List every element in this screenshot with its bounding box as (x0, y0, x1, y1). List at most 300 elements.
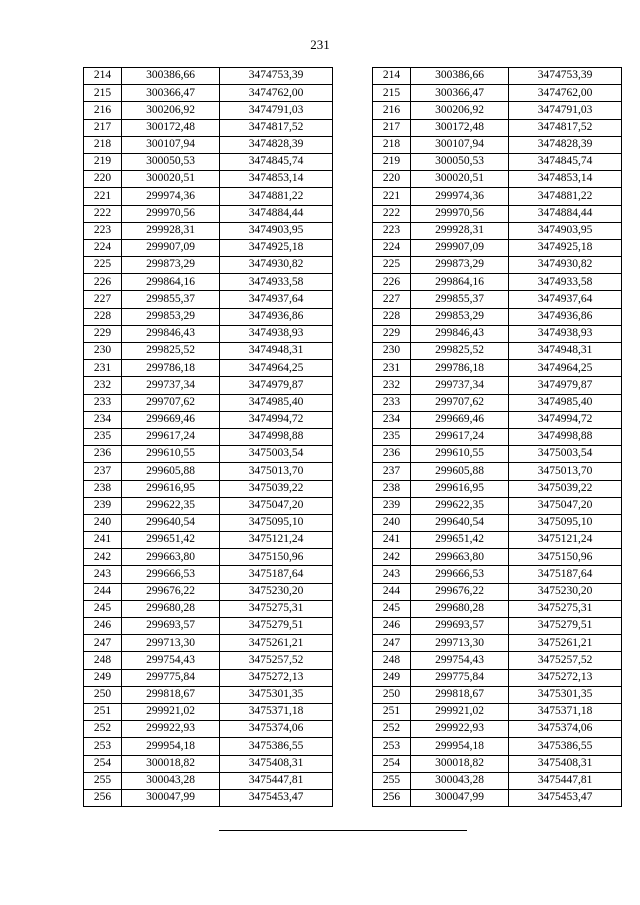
point-number-cell: 220 (373, 171, 411, 188)
point-number-cell: 225 (84, 257, 122, 274)
table-row (84, 360, 333, 377)
point-number-cell: 241 (373, 532, 411, 549)
table-row (84, 755, 333, 772)
x-coordinate-cell: 299737,34 (122, 377, 220, 394)
point-number-cell: 234 (84, 411, 122, 428)
x-coordinate-cell: 299622,35 (122, 497, 220, 514)
x-coordinate-cell: 299605,88 (411, 463, 509, 480)
x-coordinate-cell: 299825,52 (122, 343, 220, 360)
x-coordinate-cell: 299663,80 (411, 549, 509, 566)
y-coordinate-cell: 3474936,86 (509, 308, 622, 325)
y-coordinate-cell: 3474753,39 (220, 68, 333, 85)
point-number-cell: 215 (373, 85, 411, 102)
x-coordinate-cell: 299610,55 (122, 446, 220, 463)
table-row (84, 618, 333, 635)
x-coordinate-cell: 299922,93 (122, 721, 220, 738)
y-coordinate-cell: 3475275,31 (220, 600, 333, 617)
table-row (84, 738, 333, 755)
point-number-cell: 247 (373, 635, 411, 652)
table-row (373, 549, 622, 566)
y-coordinate-cell: 3474964,25 (509, 360, 622, 377)
x-coordinate-cell: 299970,56 (122, 205, 220, 222)
x-coordinate-cell: 300047,99 (122, 789, 220, 806)
table-row (373, 686, 622, 703)
coordinates-table-right (372, 67, 622, 807)
x-coordinate-cell: 299617,24 (411, 428, 509, 445)
table-row (84, 480, 333, 497)
x-coordinate-cell: 299846,43 (411, 325, 509, 342)
y-coordinate-cell: 3475039,22 (220, 480, 333, 497)
x-coordinate-cell: 299864,16 (411, 274, 509, 291)
point-number-cell: 256 (373, 789, 411, 806)
point-number-cell: 241 (84, 532, 122, 549)
y-coordinate-cell: 3475095,10 (509, 514, 622, 531)
table-row (373, 222, 622, 239)
x-coordinate-cell: 300043,28 (122, 772, 220, 789)
y-coordinate-cell: 3474948,31 (220, 343, 333, 360)
point-number-cell: 233 (373, 394, 411, 411)
x-coordinate-cell: 299676,22 (122, 583, 220, 600)
table-row (373, 755, 622, 772)
point-number-cell: 215 (84, 85, 122, 102)
y-coordinate-cell: 3475447,81 (220, 772, 333, 789)
point-number-cell: 238 (373, 480, 411, 497)
table-row (373, 85, 622, 102)
table-row (373, 480, 622, 497)
point-number-cell: 254 (84, 755, 122, 772)
table-row (373, 239, 622, 256)
y-coordinate-cell: 3474828,39 (509, 136, 622, 153)
table-row (84, 652, 333, 669)
y-coordinate-cell: 3474998,88 (509, 428, 622, 445)
y-coordinate-cell: 3474817,52 (509, 119, 622, 136)
x-coordinate-cell: 299693,57 (411, 618, 509, 635)
table-row (373, 497, 622, 514)
point-number-cell: 245 (84, 600, 122, 617)
x-coordinate-cell: 299907,09 (411, 239, 509, 256)
x-coordinate-cell: 299610,55 (411, 446, 509, 463)
table-row (84, 394, 333, 411)
table-row (84, 428, 333, 445)
x-coordinate-cell: 299651,42 (411, 532, 509, 549)
point-number-cell: 225 (373, 257, 411, 274)
table-row (84, 239, 333, 256)
y-coordinate-cell: 3475301,35 (220, 686, 333, 703)
table-row (373, 772, 622, 789)
table-row (373, 257, 622, 274)
y-coordinate-cell: 3474853,14 (220, 171, 333, 188)
y-coordinate-cell: 3475187,64 (509, 566, 622, 583)
x-coordinate-cell: 299737,34 (411, 377, 509, 394)
y-coordinate-cell: 3474903,95 (220, 222, 333, 239)
y-coordinate-cell: 3474938,93 (220, 325, 333, 342)
table-row (84, 343, 333, 360)
y-coordinate-cell: 3475013,70 (509, 463, 622, 480)
y-coordinate-cell: 3474791,03 (509, 102, 622, 119)
x-coordinate-cell: 299954,18 (411, 738, 509, 755)
x-coordinate-cell: 299864,16 (122, 274, 220, 291)
point-number-cell: 216 (373, 102, 411, 119)
point-number-cell: 224 (84, 239, 122, 256)
point-number-cell: 251 (373, 703, 411, 720)
coordinates-table-left-body (84, 68, 333, 807)
y-coordinate-cell: 3475047,20 (220, 497, 333, 514)
table-row (373, 566, 622, 583)
y-coordinate-cell: 3475374,06 (220, 721, 333, 738)
y-coordinate-cell: 3475371,18 (220, 703, 333, 720)
x-coordinate-cell: 299818,67 (122, 686, 220, 703)
y-coordinate-cell: 3474925,18 (509, 239, 622, 256)
table-row (84, 566, 333, 583)
table-row (84, 102, 333, 119)
y-coordinate-cell: 3474930,82 (220, 257, 333, 274)
table-row (84, 583, 333, 600)
y-coordinate-cell: 3475039,22 (509, 480, 622, 497)
x-coordinate-cell: 299680,28 (122, 600, 220, 617)
y-coordinate-cell: 3474791,03 (220, 102, 333, 119)
table-row (373, 514, 622, 531)
x-coordinate-cell: 300366,47 (122, 85, 220, 102)
x-coordinate-cell: 300107,94 (122, 136, 220, 153)
table-row (373, 703, 622, 720)
table-row (373, 325, 622, 342)
point-number-cell: 238 (84, 480, 122, 497)
table-row (373, 274, 622, 291)
point-number-cell: 227 (373, 291, 411, 308)
table-row (373, 136, 622, 153)
table-row (84, 463, 333, 480)
table-row (373, 205, 622, 222)
x-coordinate-cell: 299640,54 (411, 514, 509, 531)
x-coordinate-cell: 300172,48 (411, 119, 509, 136)
table-row (373, 343, 622, 360)
x-coordinate-cell: 299663,80 (122, 549, 220, 566)
x-coordinate-cell: 299754,43 (411, 652, 509, 669)
y-coordinate-cell: 3475386,55 (509, 738, 622, 755)
point-number-cell: 254 (373, 755, 411, 772)
x-coordinate-cell: 299873,29 (122, 257, 220, 274)
y-coordinate-cell: 3475301,35 (509, 686, 622, 703)
x-coordinate-cell: 299846,43 (122, 325, 220, 342)
table-row (84, 291, 333, 308)
x-coordinate-cell: 299651,42 (122, 532, 220, 549)
table-row (84, 68, 333, 85)
y-coordinate-cell: 3474938,93 (509, 325, 622, 342)
table-row (373, 360, 622, 377)
point-number-cell: 240 (84, 514, 122, 531)
x-coordinate-cell: 299855,37 (411, 291, 509, 308)
table-row (373, 119, 622, 136)
table-row (373, 652, 622, 669)
point-number-cell: 214 (84, 68, 122, 85)
x-coordinate-cell: 299786,18 (411, 360, 509, 377)
y-coordinate-cell: 3475386,55 (220, 738, 333, 755)
point-number-cell: 220 (84, 171, 122, 188)
end-rule (219, 830, 467, 831)
x-coordinate-cell: 299921,02 (411, 703, 509, 720)
point-number-cell: 248 (373, 652, 411, 669)
point-number-cell: 244 (373, 583, 411, 600)
y-coordinate-cell: 3475003,54 (509, 446, 622, 463)
table-row (373, 308, 622, 325)
point-number-cell: 253 (373, 738, 411, 755)
y-coordinate-cell: 3474964,25 (220, 360, 333, 377)
y-coordinate-cell: 3475121,24 (220, 532, 333, 549)
y-coordinate-cell: 3474762,00 (220, 85, 333, 102)
table-row (84, 205, 333, 222)
point-number-cell: 230 (84, 343, 122, 360)
x-coordinate-cell: 299680,28 (411, 600, 509, 617)
y-coordinate-cell: 3474845,74 (220, 153, 333, 170)
table-row (373, 68, 622, 85)
point-number-cell: 239 (373, 497, 411, 514)
table-row (373, 721, 622, 738)
y-coordinate-cell: 3474985,40 (509, 394, 622, 411)
x-coordinate-cell: 299713,30 (411, 635, 509, 652)
point-number-cell: 255 (84, 772, 122, 789)
y-coordinate-cell: 3474881,22 (509, 188, 622, 205)
table-row (373, 171, 622, 188)
y-coordinate-cell: 3474936,86 (220, 308, 333, 325)
point-number-cell: 250 (84, 686, 122, 703)
point-number-cell: 234 (373, 411, 411, 428)
table-row (84, 721, 333, 738)
x-coordinate-cell: 299928,31 (411, 222, 509, 239)
table-row (373, 291, 622, 308)
table-row (373, 635, 622, 652)
y-coordinate-cell: 3475013,70 (220, 463, 333, 480)
x-coordinate-cell: 300018,82 (411, 755, 509, 772)
x-coordinate-cell: 299907,09 (122, 239, 220, 256)
point-number-cell: 248 (84, 652, 122, 669)
x-coordinate-cell: 299640,54 (122, 514, 220, 531)
x-coordinate-cell: 300386,66 (411, 68, 509, 85)
y-coordinate-cell: 3475257,52 (509, 652, 622, 669)
point-number-cell: 236 (373, 446, 411, 463)
x-coordinate-cell: 299605,88 (122, 463, 220, 480)
table-row (84, 497, 333, 514)
table-row (84, 411, 333, 428)
x-coordinate-cell: 299707,62 (411, 394, 509, 411)
y-coordinate-cell: 3475279,51 (220, 618, 333, 635)
x-coordinate-cell: 299616,95 (411, 480, 509, 497)
y-coordinate-cell: 3475279,51 (509, 618, 622, 635)
table-row (84, 514, 333, 531)
point-number-cell: 224 (373, 239, 411, 256)
x-coordinate-cell: 300050,53 (411, 153, 509, 170)
table-row (84, 446, 333, 463)
table-row (373, 789, 622, 806)
point-number-cell: 226 (373, 274, 411, 291)
table-row (84, 274, 333, 291)
y-coordinate-cell: 3474853,14 (509, 171, 622, 188)
point-number-cell: 240 (373, 514, 411, 531)
y-coordinate-cell: 3474817,52 (220, 119, 333, 136)
point-number-cell: 245 (373, 600, 411, 617)
point-number-cell: 229 (373, 325, 411, 342)
table-row (84, 136, 333, 153)
y-coordinate-cell: 3474762,00 (509, 85, 622, 102)
x-coordinate-cell: 300206,92 (411, 102, 509, 119)
point-number-cell: 229 (84, 325, 122, 342)
x-coordinate-cell: 300020,51 (122, 171, 220, 188)
point-number-cell: 239 (84, 497, 122, 514)
x-coordinate-cell: 299707,62 (122, 394, 220, 411)
point-number-cell: 223 (373, 222, 411, 239)
x-coordinate-cell: 299928,31 (122, 222, 220, 239)
point-number-cell: 232 (373, 377, 411, 394)
y-coordinate-cell: 3475047,20 (509, 497, 622, 514)
point-number-cell: 231 (84, 360, 122, 377)
y-coordinate-cell: 3474845,74 (509, 153, 622, 170)
x-coordinate-cell: 300050,53 (122, 153, 220, 170)
table-row (84, 85, 333, 102)
point-number-cell: 217 (84, 119, 122, 136)
x-coordinate-cell: 299616,95 (122, 480, 220, 497)
x-coordinate-cell: 299853,29 (122, 308, 220, 325)
x-coordinate-cell: 299617,24 (122, 428, 220, 445)
point-number-cell: 214 (373, 68, 411, 85)
point-number-cell: 252 (84, 721, 122, 738)
y-coordinate-cell: 3475121,24 (509, 532, 622, 549)
x-coordinate-cell: 300107,94 (411, 136, 509, 153)
y-coordinate-cell: 3474753,39 (509, 68, 622, 85)
point-number-cell: 242 (84, 549, 122, 566)
table-row (84, 635, 333, 652)
table-row (373, 463, 622, 480)
x-coordinate-cell: 299825,52 (411, 343, 509, 360)
y-coordinate-cell: 3474979,87 (509, 377, 622, 394)
table-row (373, 394, 622, 411)
point-number-cell: 253 (84, 738, 122, 755)
table-row (84, 257, 333, 274)
table-row (84, 119, 333, 136)
y-coordinate-cell: 3475150,96 (509, 549, 622, 566)
x-coordinate-cell: 299669,46 (411, 411, 509, 428)
x-coordinate-cell: 299818,67 (411, 686, 509, 703)
point-number-cell: 251 (84, 703, 122, 720)
table-row (373, 153, 622, 170)
y-coordinate-cell: 3475453,47 (509, 789, 622, 806)
x-coordinate-cell: 300172,48 (122, 119, 220, 136)
point-number-cell: 227 (84, 291, 122, 308)
point-number-cell: 244 (84, 583, 122, 600)
y-coordinate-cell: 3474979,87 (220, 377, 333, 394)
point-number-cell: 236 (84, 446, 122, 463)
table-row (84, 222, 333, 239)
table-row (84, 772, 333, 789)
point-number-cell: 219 (84, 153, 122, 170)
x-coordinate-cell: 299775,84 (122, 669, 220, 686)
x-coordinate-cell: 300366,47 (411, 85, 509, 102)
x-coordinate-cell: 299954,18 (122, 738, 220, 755)
table-row (84, 686, 333, 703)
point-number-cell: 221 (373, 188, 411, 205)
x-coordinate-cell: 299970,56 (411, 205, 509, 222)
table-row (373, 738, 622, 755)
y-coordinate-cell: 3474998,88 (220, 428, 333, 445)
table-row (373, 446, 622, 463)
table-row (373, 618, 622, 635)
point-number-cell: 249 (373, 669, 411, 686)
table-row (373, 583, 622, 600)
point-number-cell: 246 (84, 618, 122, 635)
y-coordinate-cell: 3475150,96 (220, 549, 333, 566)
x-coordinate-cell: 299855,37 (122, 291, 220, 308)
x-coordinate-cell: 300020,51 (411, 171, 509, 188)
x-coordinate-cell: 299666,53 (122, 566, 220, 583)
y-coordinate-cell: 3475095,10 (220, 514, 333, 531)
table-row (373, 188, 622, 205)
table-row (84, 703, 333, 720)
coordinates-table-right-body (373, 68, 622, 807)
y-coordinate-cell: 3474925,18 (220, 239, 333, 256)
table-row (84, 188, 333, 205)
x-coordinate-cell: 299713,30 (122, 635, 220, 652)
table-row (84, 669, 333, 686)
y-coordinate-cell: 3474985,40 (220, 394, 333, 411)
x-coordinate-cell: 299676,22 (411, 583, 509, 600)
point-number-cell: 243 (373, 566, 411, 583)
table-row (373, 428, 622, 445)
y-coordinate-cell: 3474994,72 (509, 411, 622, 428)
point-number-cell: 218 (373, 136, 411, 153)
table-row (84, 153, 333, 170)
x-coordinate-cell: 300043,28 (411, 772, 509, 789)
y-coordinate-cell: 3475453,47 (220, 789, 333, 806)
y-coordinate-cell: 3474884,44 (220, 205, 333, 222)
table-row (373, 600, 622, 617)
y-coordinate-cell: 3474930,82 (509, 257, 622, 274)
y-coordinate-cell: 3475447,81 (509, 772, 622, 789)
y-coordinate-cell: 3475003,54 (220, 446, 333, 463)
y-coordinate-cell: 3474937,64 (220, 291, 333, 308)
point-number-cell: 256 (84, 789, 122, 806)
point-number-cell: 217 (373, 119, 411, 136)
y-coordinate-cell: 3474884,44 (509, 205, 622, 222)
point-number-cell: 235 (373, 428, 411, 445)
y-coordinate-cell: 3475230,20 (220, 583, 333, 600)
table-row (84, 325, 333, 342)
y-coordinate-cell: 3475371,18 (509, 703, 622, 720)
y-coordinate-cell: 3475374,06 (509, 721, 622, 738)
page-number: 231 (310, 37, 330, 52)
x-coordinate-cell: 299622,35 (411, 497, 509, 514)
table-row (84, 377, 333, 394)
y-coordinate-cell: 3475257,52 (220, 652, 333, 669)
point-number-cell: 222 (84, 205, 122, 222)
x-coordinate-cell: 299775,84 (411, 669, 509, 686)
x-coordinate-cell: 299786,18 (122, 360, 220, 377)
point-number-cell: 233 (84, 394, 122, 411)
table-row (84, 789, 333, 806)
y-coordinate-cell: 3474933,58 (220, 274, 333, 291)
y-coordinate-cell: 3475272,13 (509, 669, 622, 686)
table-row (84, 171, 333, 188)
table-row (373, 102, 622, 119)
point-number-cell: 247 (84, 635, 122, 652)
y-coordinate-cell: 3475408,31 (509, 755, 622, 772)
table-row (373, 669, 622, 686)
x-coordinate-cell: 299669,46 (122, 411, 220, 428)
coordinates-table-left (83, 67, 333, 807)
point-number-cell: 237 (84, 463, 122, 480)
table-row (373, 377, 622, 394)
point-number-cell: 218 (84, 136, 122, 153)
point-number-cell: 230 (373, 343, 411, 360)
point-number-cell: 223 (84, 222, 122, 239)
y-coordinate-cell: 3475187,64 (220, 566, 333, 583)
